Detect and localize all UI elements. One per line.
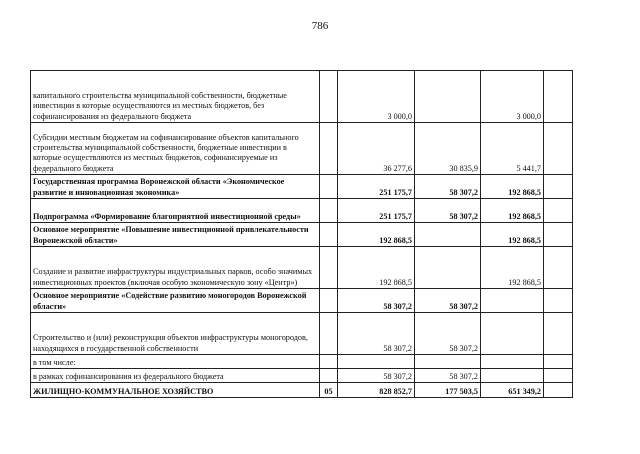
- row-name: Строительство и (или) реконструкция объектов инфраструктуры моногородов, находящихся в государственной собственности: [31, 313, 320, 355]
- row-name: ЖИЛИЩНО-КОММУНАЛЬНОЕ ХОЗЯЙСТВО: [31, 383, 320, 398]
- row-regional: 192 868,5: [481, 247, 544, 289]
- page-number: 786: [311, 20, 329, 32]
- row-extra: [544, 313, 573, 355]
- table-row: [31, 71, 573, 123]
- table-row: [31, 123, 573, 175]
- row-total: 58 307,2: [338, 369, 415, 383]
- row-extra: [544, 355, 573, 369]
- row-name: Государственная программа Воронежской области «Экономическое развитие и инновационная экономика»: [31, 175, 320, 199]
- row-code: [320, 313, 338, 355]
- row-total: 251 175,7: [338, 199, 415, 223]
- row-name: Основное мероприятие «Повышение инвестиционной привлекательности Воронежской области»: [31, 223, 320, 247]
- row-code: [320, 355, 338, 369]
- row-extra: [544, 383, 573, 398]
- row-extra: [544, 123, 573, 175]
- row-total: 58 307,2: [338, 289, 415, 313]
- row-regional: [481, 369, 544, 383]
- table-row: [31, 247, 573, 289]
- table-row: [31, 313, 573, 355]
- row-total: 3 000,0: [338, 71, 415, 123]
- row-code: [320, 71, 338, 123]
- row-regional: 192 868,5: [481, 175, 544, 199]
- row-total: 828 852,7: [338, 383, 415, 398]
- row-name: капитального строительства муниципальной собственности, бюджетные инвестиции в которые осуществляются из местных бюджетов, без софинансирования из федерального бюджета: [31, 71, 320, 123]
- row-federal: [415, 71, 481, 123]
- row-name: Подпрограмма «Формирование благоприятной инвестиционной среды»: [31, 199, 320, 223]
- row-regional: 5 441,7: [481, 123, 544, 175]
- row-code: [320, 369, 338, 383]
- row-code: [320, 199, 338, 223]
- row-code: [320, 289, 338, 313]
- row-code: [320, 223, 338, 247]
- table-row: [31, 199, 573, 223]
- row-federal: 58 307,2: [415, 199, 481, 223]
- row-federal: 58 307,2: [415, 369, 481, 383]
- row-regional: [481, 289, 544, 313]
- row-extra: [544, 71, 573, 123]
- row-total: 36 277,6: [338, 123, 415, 175]
- row-total: 192 868,5: [338, 223, 415, 247]
- table-row: [31, 383, 573, 398]
- row-regional: [481, 355, 544, 369]
- table-row: [31, 355, 573, 369]
- row-federal: [415, 355, 481, 369]
- row-code: [320, 123, 338, 175]
- row-federal: [415, 247, 481, 289]
- row-federal: [415, 223, 481, 247]
- row-regional: [481, 313, 544, 355]
- row-total: [338, 355, 415, 369]
- row-extra: [544, 247, 573, 289]
- row-code: 05: [320, 383, 338, 398]
- row-total: 251 175,7: [338, 175, 415, 199]
- budget-table: [30, 70, 573, 398]
- row-extra: [544, 175, 573, 199]
- table-row: [31, 289, 573, 313]
- row-regional: 192 868,5: [481, 199, 544, 223]
- row-federal: 177 503,5: [415, 383, 481, 398]
- row-name: Создание и развитие инфраструктуры индустриальных парков, особо значимых инвестиционных проектов (включая особую экономическую зону «Центр»): [31, 247, 320, 289]
- row-federal: 58 307,2: [415, 313, 481, 355]
- row-federal: 58 307,2: [415, 175, 481, 199]
- row-regional: 3 000,0: [481, 71, 544, 123]
- row-total: 192 868,5: [338, 247, 415, 289]
- row-name: в рамках софинансирования из федерального бюджета: [31, 369, 320, 383]
- row-regional: 651 349,2: [481, 383, 544, 398]
- row-total: 58 307,2: [338, 313, 415, 355]
- table-row: [31, 175, 573, 199]
- row-code: [320, 175, 338, 199]
- table-row: [31, 223, 573, 247]
- row-regional: 192 868,5: [481, 223, 544, 247]
- row-extra: [544, 223, 573, 247]
- row-federal: 58 307,2: [415, 289, 481, 313]
- row-name: Основное мероприятие «Содействие развитию моногородов Воронежской области»: [31, 289, 320, 313]
- row-name: в том числе:: [31, 355, 320, 369]
- row-extra: [544, 289, 573, 313]
- row-code: [320, 247, 338, 289]
- row-federal: 30 835,9: [415, 123, 481, 175]
- row-extra: [544, 369, 573, 383]
- row-extra: [544, 199, 573, 223]
- table-row: [31, 369, 573, 383]
- row-name: Субсидии местным бюджетам на софинансирование объектов капитального строительства муниципальной собственности, бюджетные инвестиции в которые осуществляются из местных бюджетов, софинансируемые из федерального бюджета: [31, 123, 320, 175]
